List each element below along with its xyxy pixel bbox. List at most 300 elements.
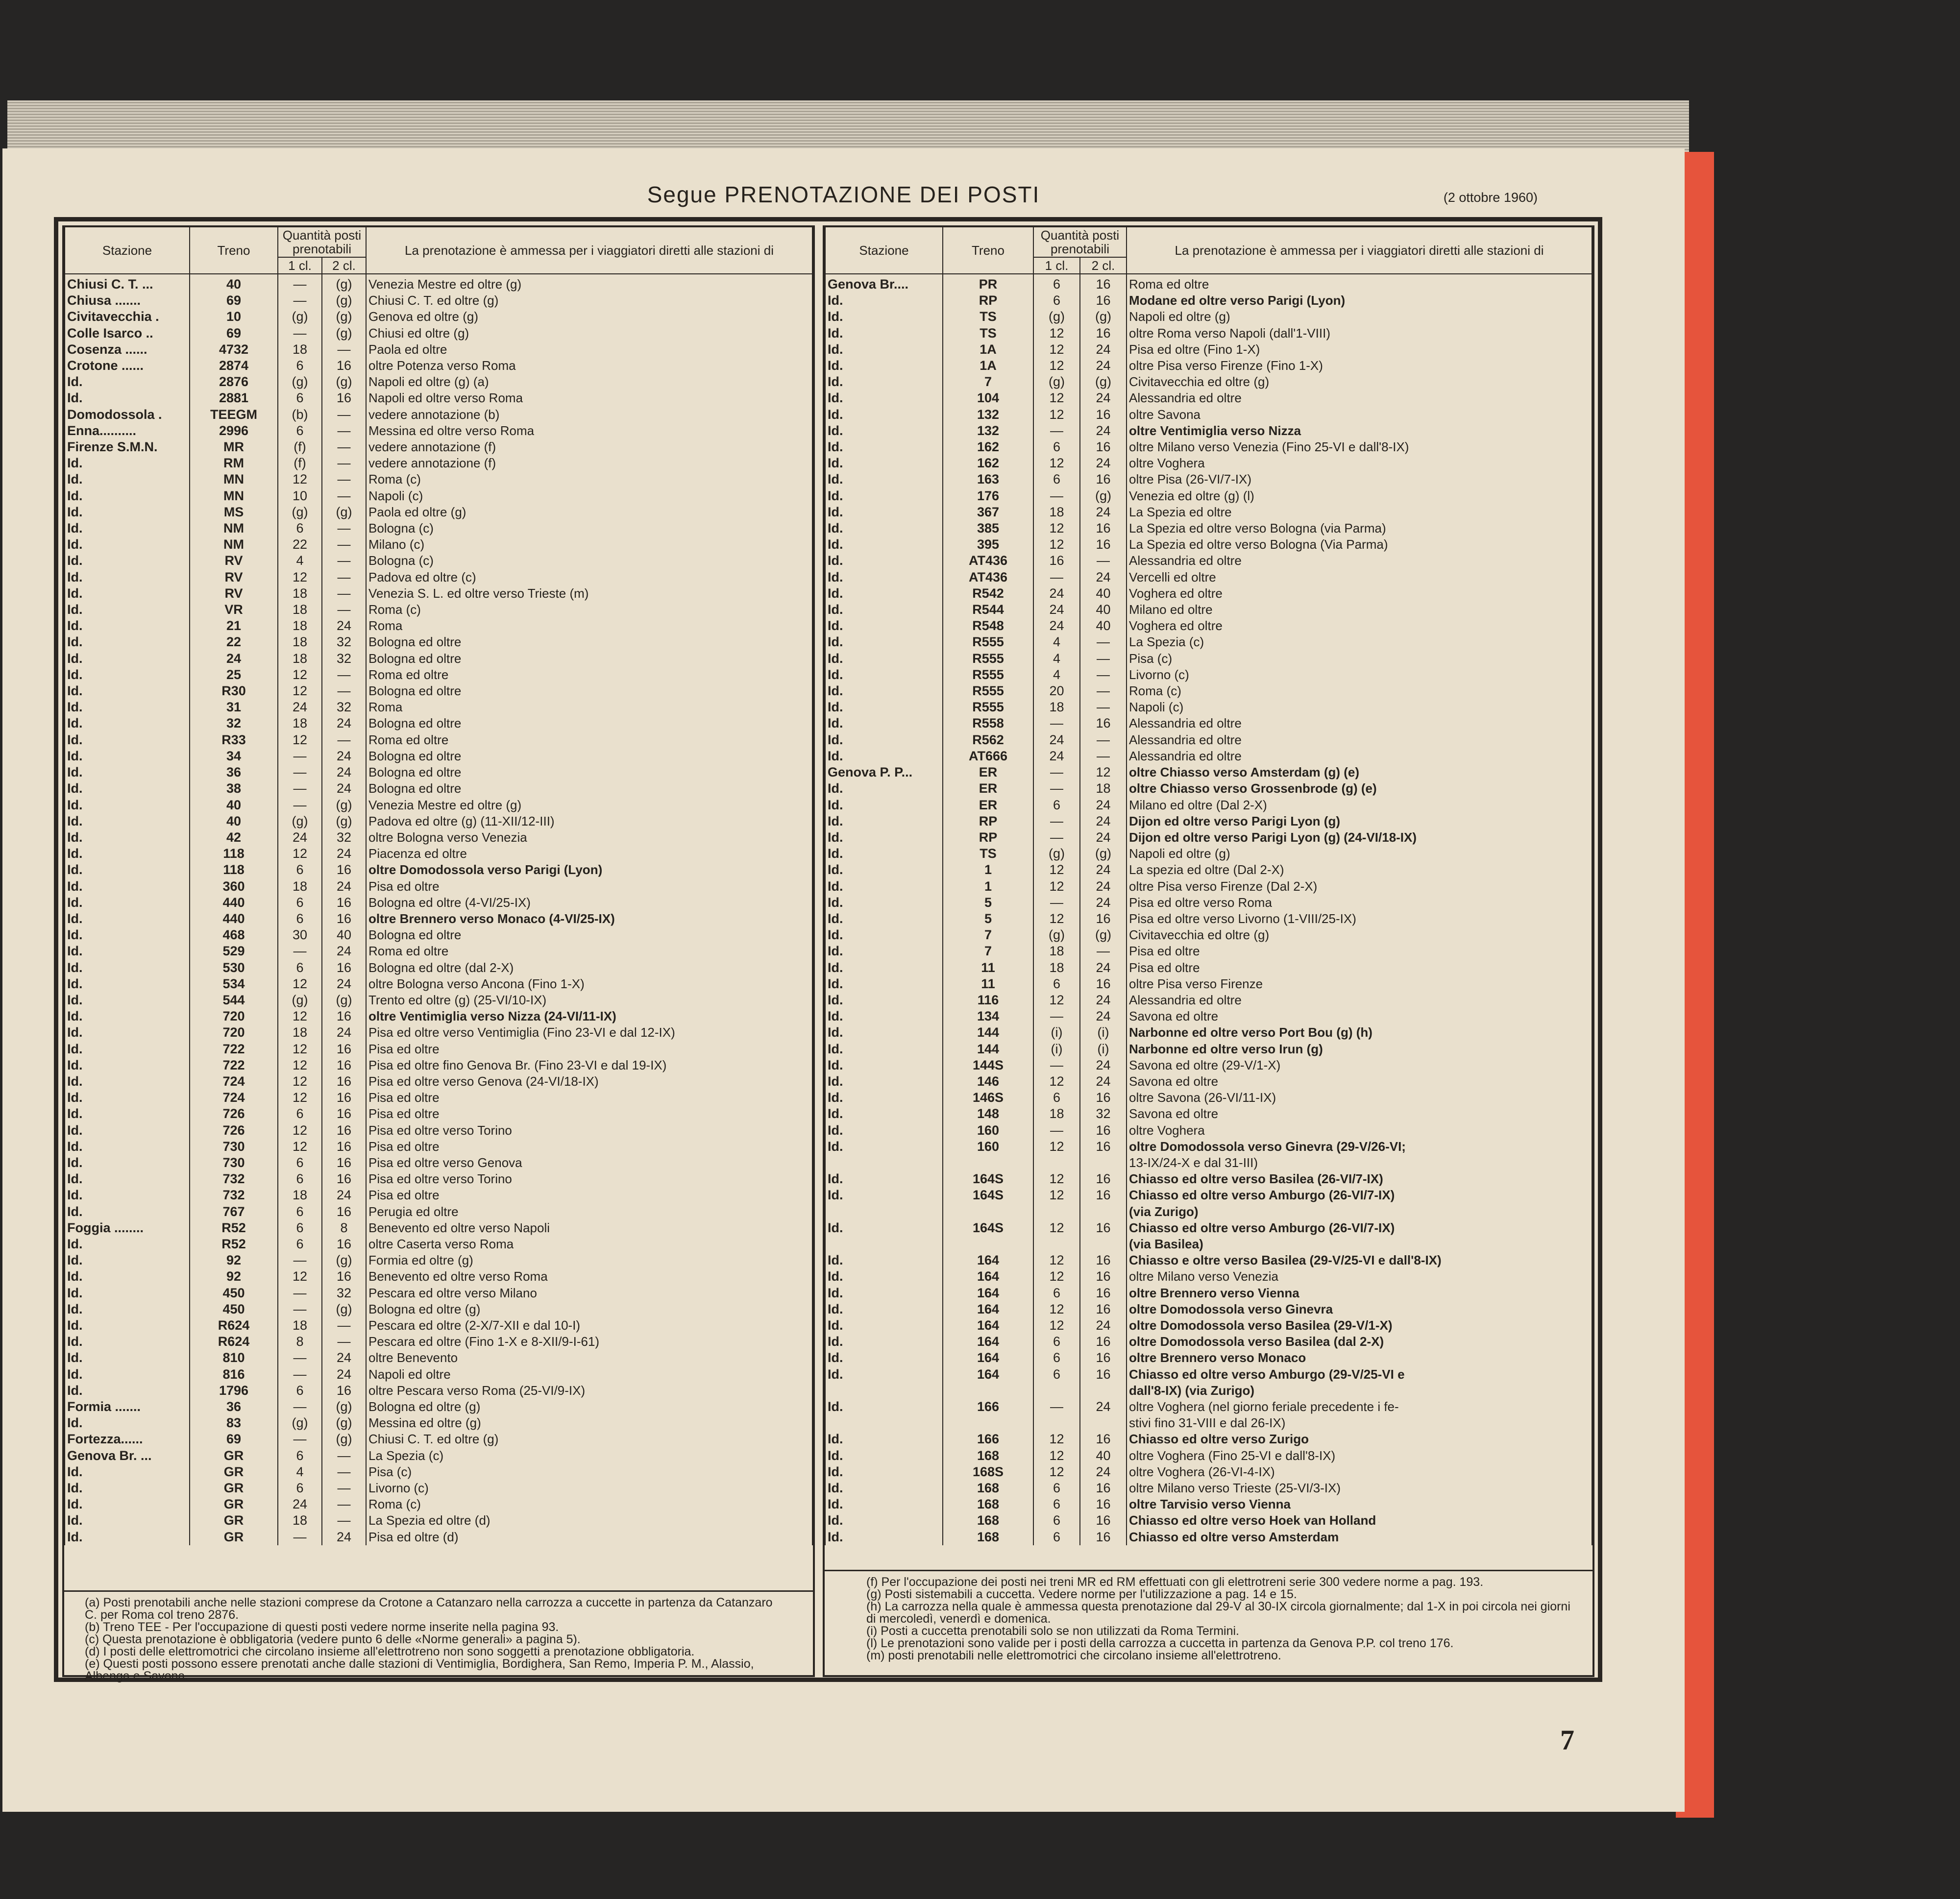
train-cell: 722 [190, 1041, 278, 1057]
train-cell: 164 [943, 1317, 1033, 1334]
station-cell: Civitavecchia . [65, 309, 190, 325]
destination-cell: oltre Savona (26-VI/11-IX) [1127, 1090, 1592, 1106]
first-class-cell: 6 [1033, 1350, 1080, 1366]
first-class-cell: — [278, 1399, 322, 1415]
station-cell: Id. [825, 1024, 943, 1041]
train-cell: RP [943, 292, 1033, 309]
train-cell: R30 [190, 683, 278, 699]
second-class-cell: 16 [1080, 1512, 1127, 1529]
second-class-cell: 16 [1080, 1122, 1127, 1139]
first-class-cell: 12 [1033, 341, 1080, 358]
table-row [825, 374, 1592, 390]
second-class-cell: 24 [1080, 504, 1127, 520]
station-cell: Id. [65, 1073, 190, 1090]
table-row [825, 1285, 1592, 1301]
second-class-cell: 24 [1080, 1464, 1127, 1480]
first-class-cell: 6 [1033, 1512, 1080, 1529]
destination-cell: oltre Caserta verso Roma [366, 1236, 812, 1252]
station-cell: Id. [65, 455, 190, 471]
train-cell: 440 [190, 895, 278, 911]
station-cell: Id. [65, 602, 190, 618]
table-row [65, 862, 812, 878]
first-class-cell: — [278, 274, 322, 292]
table-row [65, 1496, 812, 1512]
table-row [825, 1041, 1592, 1057]
destination-cell: oltre Bologna verso Venezia [366, 829, 812, 846]
first-class-cell: 24 [1033, 602, 1080, 618]
station-cell: Id. [825, 1464, 943, 1480]
train-cell: 144S [943, 1057, 1033, 1073]
second-class-cell: 24 [1080, 1317, 1127, 1334]
first-class-cell: (g) [1033, 927, 1080, 943]
second-class-cell: — [1080, 553, 1127, 569]
table-row [65, 520, 812, 536]
train-cell: 36 [190, 1399, 278, 1415]
second-class-cell: 24 [1080, 813, 1127, 829]
train-cell: 92 [190, 1268, 278, 1285]
destination-cell: stivi fino 31-VIII e dal 26-IX) [1127, 1415, 1592, 1431]
table-row [65, 439, 812, 455]
second-class-cell: — [322, 488, 366, 504]
station-cell: Id. [65, 1252, 190, 1268]
train-cell: 168 [943, 1496, 1033, 1512]
table-row [825, 274, 1592, 292]
station-cell: Id. [825, 602, 943, 618]
train-cell: 164 [943, 1350, 1033, 1366]
second-class-cell: (g) [322, 797, 366, 813]
destination-cell: Padova ed oltre (g) (11-XII/12-III) [366, 813, 812, 829]
first-class-cell: 12 [1033, 878, 1080, 895]
second-class-cell: — [1080, 683, 1127, 699]
table-row [65, 536, 812, 553]
train-cell: 24 [190, 651, 278, 667]
destination-cell: (via Zurigo) [1127, 1204, 1592, 1220]
train-cell: R555 [943, 667, 1033, 683]
station-cell: Id. [825, 1252, 943, 1268]
destination-cell: Napoli ed oltre verso Roma [366, 390, 812, 406]
destination-cell: Roma (c) [1127, 683, 1592, 699]
station-cell: Foggia ........ [65, 1220, 190, 1236]
table-row [825, 1383, 1592, 1399]
station-cell: Id. [825, 292, 943, 309]
first-class-cell: — [1033, 423, 1080, 439]
destination-cell: Chiasso ed oltre verso Basilea (26-VI/7-IX) [1127, 1171, 1592, 1187]
second-class-cell: — [322, 536, 366, 553]
table-row [65, 569, 812, 585]
station-cell: Id. [825, 536, 943, 553]
train-cell: R624 [190, 1334, 278, 1350]
first-class-cell: 6 [1033, 1285, 1080, 1301]
second-class-cell: 8 [322, 1220, 366, 1236]
station-cell: Id. [65, 797, 190, 813]
table-row [65, 1090, 812, 1106]
train-cell: 164 [943, 1334, 1033, 1350]
table-row [65, 1480, 812, 1496]
first-class-cell: 6 [278, 911, 322, 927]
train-cell: 160 [943, 1122, 1033, 1139]
first-class-cell: — [278, 1366, 322, 1383]
second-class-cell: 24 [1080, 895, 1127, 911]
first-class-cell: 12 [1033, 520, 1080, 536]
first-class-cell: 18 [278, 1024, 322, 1041]
second-class-cell: 16 [1080, 1220, 1127, 1236]
destination-cell: Bologna ed oltre [366, 780, 812, 797]
train-cell: TEEGM [190, 407, 278, 423]
first-class-cell: — [278, 1285, 322, 1301]
first-class-cell: 12 [1033, 1448, 1080, 1464]
table-row [65, 1122, 812, 1139]
train-cell [943, 1155, 1033, 1171]
destination-cell: Bologna ed oltre (4-VI/25-IX) [366, 895, 812, 911]
train-cell: 724 [190, 1090, 278, 1106]
table-row [65, 911, 812, 927]
train-cell: 2876 [190, 374, 278, 390]
table-row [65, 618, 812, 634]
reservation-table [64, 227, 813, 1545]
table-row [65, 813, 812, 829]
station-cell [825, 1415, 943, 1431]
station-cell: Id. [65, 1024, 190, 1041]
table-row [825, 634, 1592, 650]
first-class-cell: — [1033, 1008, 1080, 1024]
left-footnotes [64, 1590, 813, 1682]
station-cell: Id. [65, 683, 190, 699]
second-class-cell: — [1080, 943, 1127, 959]
destination-cell: Alessandria ed oltre [1127, 390, 1592, 406]
train-cell: 730 [190, 1155, 278, 1171]
station-cell: Id. [65, 927, 190, 943]
table-row [825, 927, 1592, 943]
station-cell: Id. [65, 911, 190, 927]
first-class-cell: (i) [1033, 1041, 1080, 1057]
train-cell: GR [190, 1496, 278, 1512]
first-class-cell: 12 [278, 1057, 322, 1073]
destination-cell: Bologna ed oltre [366, 651, 812, 667]
first-class-cell: 6 [278, 1236, 322, 1252]
first-class-cell: 12 [1033, 1073, 1080, 1090]
destination-cell: Dijon ed oltre verso Parigi Lyon (g) [1127, 813, 1592, 829]
second-class-cell: 16 [1080, 292, 1127, 309]
second-class-cell: (g) [1080, 374, 1127, 390]
station-cell: Id. [65, 667, 190, 683]
second-class-cell: 24 [322, 780, 366, 797]
train-cell: 2996 [190, 423, 278, 439]
train-cell: 163 [943, 471, 1033, 487]
station-cell: Id. [825, 1008, 943, 1024]
destination-cell: Venezia S. L. ed oltre verso Trieste (m) [366, 585, 812, 602]
col-header-stazione: Stazione [65, 227, 190, 274]
table-row [65, 407, 812, 423]
first-class-cell: (i) [1033, 1024, 1080, 1041]
table-row [65, 1155, 812, 1171]
train-cell: AT436 [943, 553, 1033, 569]
station-cell: Id. [825, 1350, 943, 1366]
second-class-cell: — [322, 1496, 366, 1512]
train-cell: 42 [190, 829, 278, 846]
train-cell: 132 [943, 423, 1033, 439]
first-class-cell: 24 [278, 699, 322, 715]
destination-cell: oltre Chiasso verso Amsterdam (g) (e) [1127, 764, 1592, 780]
first-class-cell: 12 [1033, 1171, 1080, 1187]
first-class-cell: — [278, 325, 322, 341]
second-class-cell: (g) [1080, 309, 1127, 325]
table-row [825, 715, 1592, 731]
station-cell: Id. [825, 683, 943, 699]
second-class-cell: (g) [322, 504, 366, 520]
second-class-cell: 32 [322, 829, 366, 846]
destination-cell: Chiasso ed oltre verso Amsterdam [1127, 1529, 1592, 1545]
second-class-cell: 16 [322, 1139, 366, 1155]
table-row [65, 1366, 812, 1383]
right-footnotes [825, 1570, 1592, 1662]
station-cell: Id. [825, 1431, 943, 1447]
train-cell: RV [190, 569, 278, 585]
train-cell: 5 [943, 911, 1033, 927]
destination-cell: Pisa ed oltre verso Livorno (1-VIII/25-IX) [1127, 911, 1592, 927]
table-row [65, 455, 812, 471]
first-class-cell: — [278, 1431, 322, 1447]
train-cell: 162 [943, 455, 1033, 471]
destination-cell: Bologna ed oltre [366, 683, 812, 699]
second-class-cell: 24 [322, 943, 366, 959]
first-class-cell: 12 [278, 569, 322, 585]
train-cell: 38 [190, 780, 278, 797]
destination-cell: Napoli ed oltre (g) [1127, 846, 1592, 862]
table-row [65, 1285, 812, 1301]
table-row [825, 1236, 1592, 1252]
table-row [65, 1399, 812, 1415]
station-cell: Id. [825, 846, 943, 862]
second-class-cell: 16 [1080, 439, 1127, 455]
second-class-cell: 16 [322, 1155, 366, 1171]
table-row [65, 634, 812, 650]
second-class-cell: 16 [322, 390, 366, 406]
table-row [65, 1220, 812, 1236]
train-cell: NM [190, 536, 278, 553]
table-row [65, 927, 812, 943]
station-cell: Id. [825, 1448, 943, 1464]
second-class-cell: 24 [1080, 878, 1127, 895]
destination-cell: Napoli (c) [1127, 699, 1592, 715]
station-cell: Id. [65, 1512, 190, 1529]
table-row [825, 390, 1592, 406]
train-cell: R52 [190, 1220, 278, 1236]
first-class-cell: — [278, 748, 322, 764]
destination-cell: La Spezia ed oltre (d) [366, 1512, 812, 1529]
destination-cell: (via Basilea) [1127, 1236, 1592, 1252]
second-class-cell: — [1080, 667, 1127, 683]
second-class-cell: — [322, 407, 366, 423]
table-row [65, 1139, 812, 1155]
station-cell: Id. [825, 1529, 943, 1545]
destination-cell: Savona ed oltre [1127, 1073, 1592, 1090]
station-cell: Id. [825, 1496, 943, 1512]
first-class-cell: 6 [1033, 471, 1080, 487]
second-class-cell: — [322, 1317, 366, 1334]
destination-cell: oltre Tarvisio verso Vienna [1127, 1496, 1592, 1512]
station-cell: Id. [825, 1122, 943, 1139]
table-row [65, 390, 812, 406]
station-cell: Id. [825, 309, 943, 325]
first-class-cell: 24 [1033, 585, 1080, 602]
table-row [65, 1334, 812, 1350]
first-class-cell: 4 [1033, 651, 1080, 667]
destination-cell: Pisa ed oltre [366, 878, 812, 895]
station-cell [825, 1383, 943, 1399]
station-cell: Id. [65, 1090, 190, 1106]
station-cell: Id. [825, 358, 943, 374]
station-cell: Id. [825, 1041, 943, 1057]
station-cell: Id. [825, 1366, 943, 1383]
destination-cell: Savona ed oltre [1127, 1106, 1592, 1122]
first-class-cell: 6 [1033, 292, 1080, 309]
first-class-cell: 12 [1033, 1252, 1080, 1268]
second-class-cell: 16 [322, 1268, 366, 1285]
second-class-cell [1080, 1155, 1127, 1171]
destination-cell: oltre Domodossola verso Parigi (Lyon) [366, 862, 812, 878]
first-class-cell [1033, 1204, 1080, 1220]
first-class-cell: 12 [278, 846, 322, 862]
first-class-cell: 10 [278, 488, 322, 504]
destination-cell: oltre Ventimiglia verso Nizza (24-VI/11-IX) [366, 1008, 812, 1024]
destination-cell: Pescara ed oltre verso Milano [366, 1285, 812, 1301]
table-row [825, 1204, 1592, 1220]
train-cell: 732 [190, 1187, 278, 1203]
station-cell: Id. [65, 732, 190, 748]
table-row [65, 1415, 812, 1431]
second-class-cell: — [322, 471, 366, 487]
train-cell: 529 [190, 943, 278, 959]
train-cell: 360 [190, 878, 278, 895]
table-row [825, 455, 1592, 471]
train-cell: RP [943, 813, 1033, 829]
train-cell: 146S [943, 1090, 1033, 1106]
station-cell: Id. [825, 1301, 943, 1317]
train-cell: R548 [943, 618, 1033, 634]
station-cell: Chiusa ....... [65, 292, 190, 309]
train-cell: 83 [190, 1415, 278, 1431]
station-cell: Id. [825, 390, 943, 406]
first-class-cell [1033, 1383, 1080, 1399]
train-cell: 395 [943, 536, 1033, 553]
train-cell: 22 [190, 634, 278, 650]
table-row [825, 895, 1592, 911]
timetable-page [2, 148, 1685, 1812]
station-cell: Colle Isarco .. [65, 325, 190, 341]
destination-cell: oltre Domodossola verso Basilea (29-V/1-X) [1127, 1317, 1592, 1334]
destination-cell: Bologna ed oltre [366, 715, 812, 731]
destination-cell: Voghera ed oltre [1127, 618, 1592, 634]
second-class-cell: — [322, 1334, 366, 1350]
table-row [65, 1171, 812, 1187]
first-class-cell: 12 [1033, 407, 1080, 423]
destination-cell: Narbonne ed oltre verso Irun (g) [1127, 1041, 1592, 1057]
table-row [65, 292, 812, 309]
table-row [825, 1106, 1592, 1122]
station-cell: Id. [825, 1139, 943, 1155]
station-cell: Id. [65, 1139, 190, 1155]
table-row [65, 1268, 812, 1285]
first-class-cell: — [1033, 715, 1080, 731]
page-date: (2 ottobre 1960) [1443, 190, 1538, 205]
first-class-cell: 6 [1033, 1480, 1080, 1496]
first-class-cell: — [1033, 895, 1080, 911]
table-row [825, 1122, 1592, 1139]
station-cell: Id. [65, 846, 190, 862]
table-row [65, 667, 812, 683]
destination-cell: Pescara ed oltre (Fino 1-X e 8-XII/9-I-61) [366, 1334, 812, 1350]
table-row [825, 1399, 1592, 1415]
table-row [65, 992, 812, 1008]
table-row [825, 943, 1592, 959]
train-cell: 10 [190, 309, 278, 325]
train-cell: MN [190, 488, 278, 504]
destination-cell: oltre Milano verso Venezia [1127, 1268, 1592, 1285]
second-class-cell: (g) [322, 1431, 366, 1447]
station-cell: Id. [65, 651, 190, 667]
first-class-cell: 6 [1033, 1334, 1080, 1350]
first-class-cell: 12 [278, 1090, 322, 1106]
second-class-cell: 16 [322, 960, 366, 976]
first-class-cell: 12 [278, 1122, 322, 1139]
table-row [825, 1496, 1592, 1512]
destination-cell: Savona ed oltre (29-V/1-X) [1127, 1057, 1592, 1073]
table-row [825, 813, 1592, 829]
first-class-cell: (g) [278, 813, 322, 829]
train-cell: 168S [943, 1464, 1033, 1480]
first-class-cell: 12 [278, 732, 322, 748]
right-reservation-table [823, 225, 1594, 1677]
station-cell: Id. [65, 504, 190, 520]
second-class-cell: 16 [322, 1041, 366, 1057]
first-class-cell: 6 [278, 520, 322, 536]
second-class-cell: 16 [1080, 1301, 1127, 1317]
footnote: (g) Posti sistemabili a cuccetta. Vedere norme per l'utilizzazione a pag. 14 e 15. [866, 1587, 1297, 1601]
station-cell: Id. [825, 1057, 943, 1073]
second-class-cell: 24 [1080, 1073, 1127, 1090]
station-cell: Id. [65, 992, 190, 1008]
first-class-cell: 22 [278, 536, 322, 553]
station-cell: Id. [825, 1480, 943, 1496]
second-class-cell: 16 [1080, 976, 1127, 992]
destination-cell: Piacenza ed oltre [366, 846, 812, 862]
right-table-body [825, 274, 1592, 1545]
second-class-cell: 16 [322, 1057, 366, 1073]
first-class-cell: 18 [278, 585, 322, 602]
station-cell: Id. [65, 1041, 190, 1057]
footnote: (m) posti prenotabili nelle elettromotrici che circolano insieme all'elettrotreno. [866, 1649, 1281, 1662]
train-cell: 69 [190, 292, 278, 309]
first-class-cell: 6 [278, 1448, 322, 1464]
station-cell: Genova P. P... [825, 764, 943, 780]
destination-cell: La Spezia (c) [366, 1448, 812, 1464]
station-cell: Chiusi C. T. ... [65, 274, 190, 292]
first-class-cell: 6 [1033, 1090, 1080, 1106]
second-class-cell: 40 [1080, 1448, 1127, 1464]
first-class-cell: 18 [278, 1317, 322, 1334]
destination-cell: Venezia Mestre ed oltre (g) [366, 274, 812, 292]
second-class-cell: 16 [322, 1383, 366, 1399]
station-cell: Id. [825, 1187, 943, 1203]
train-cell: RP [943, 829, 1033, 846]
second-class-cell: 16 [322, 358, 366, 374]
station-cell: Id. [65, 471, 190, 487]
destination-cell: oltre Voghera (26-VI-4-IX) [1127, 1464, 1592, 1480]
destination-cell: Chiasso ed oltre verso Zurigo [1127, 1431, 1592, 1447]
footnote: (b) Treno TEE - Per l'occupazione di questi posti vedere norme inserite nella pagina 93. [85, 1620, 559, 1634]
train-cell: AT666 [943, 748, 1033, 764]
destination-cell: Chiasso ed oltre verso Amburgo (26-VI/7-IX) [1127, 1187, 1592, 1203]
